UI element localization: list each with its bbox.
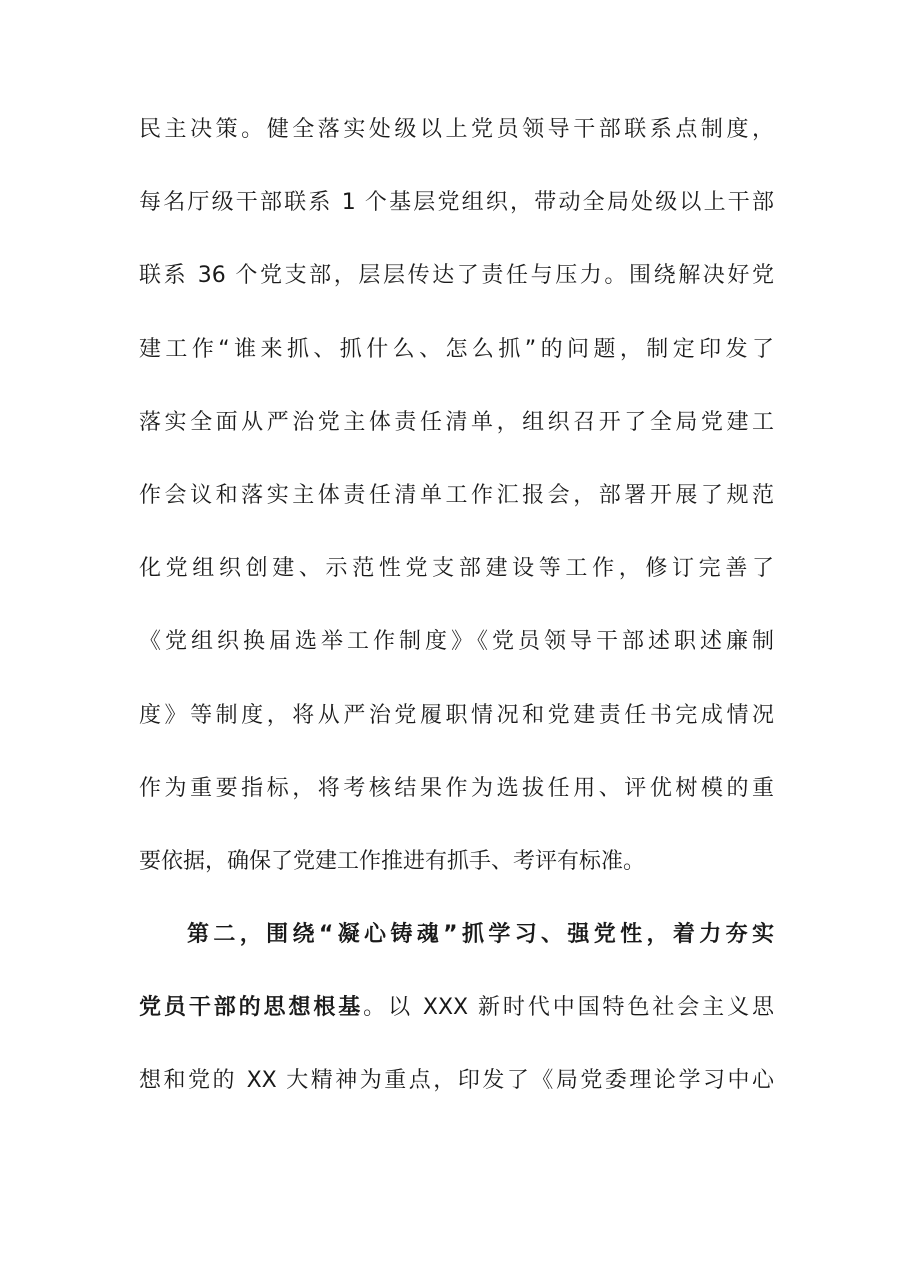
- section-heading-bold: 党员干部的思想根基: [139, 995, 364, 1021]
- document-body: [139, 115, 774, 1140]
- paragraph-line: 想和党的 XX 大精神为重点，印发了《局党委理论学习中心: [139, 1068, 774, 1094]
- paragraph-line: 要依据，确保了党建工作推进有抓手、考评有标准。: [139, 848, 646, 874]
- paragraph-line: 《党组织换届选举工作制度》《党员领导干部述职述廉制: [139, 629, 774, 655]
- section-heading-line: 第二，围绕“凝心铸魂”抓学习、强党性，着力夯实: [187, 922, 774, 948]
- paragraph-line: 联系 36 个党支部，层层传达了责任与压力。围绕解决好党: [139, 263, 774, 289]
- paragraph-line: 每名厅级干部联系 1 个基层党组织，带动全局处级以上干部: [139, 190, 774, 216]
- paragraph-line: 作为重要指标，将考核结果作为选拔任用、评优树模的重: [139, 775, 774, 801]
- paragraph-line: 民主决策。健全落实处级以上党员领导干部联系点制度，: [139, 117, 774, 142]
- paragraph-text: 。以 XXX 新时代中国特色社会主义思: [363, 995, 774, 1021]
- paragraph-line: 落实全面从严治党主体责任清单，组织召开了全局党建工: [139, 409, 774, 435]
- paragraph-line: 化党组织创建、示范性党支部建设等工作，修订完善了: [139, 556, 774, 582]
- paragraph-line: 建工作“谁来抓、抓什么、怎么抓”的问题，制定印发了: [139, 336, 774, 362]
- paragraph-line: 作会议和落实主体责任清单工作汇报会，部署开展了规范: [139, 482, 774, 508]
- section-heading-line-2: [139, 993, 774, 1023]
- paragraph-line: 度》等制度，将从严治党履职情况和党建责任书完成情况: [139, 702, 774, 728]
